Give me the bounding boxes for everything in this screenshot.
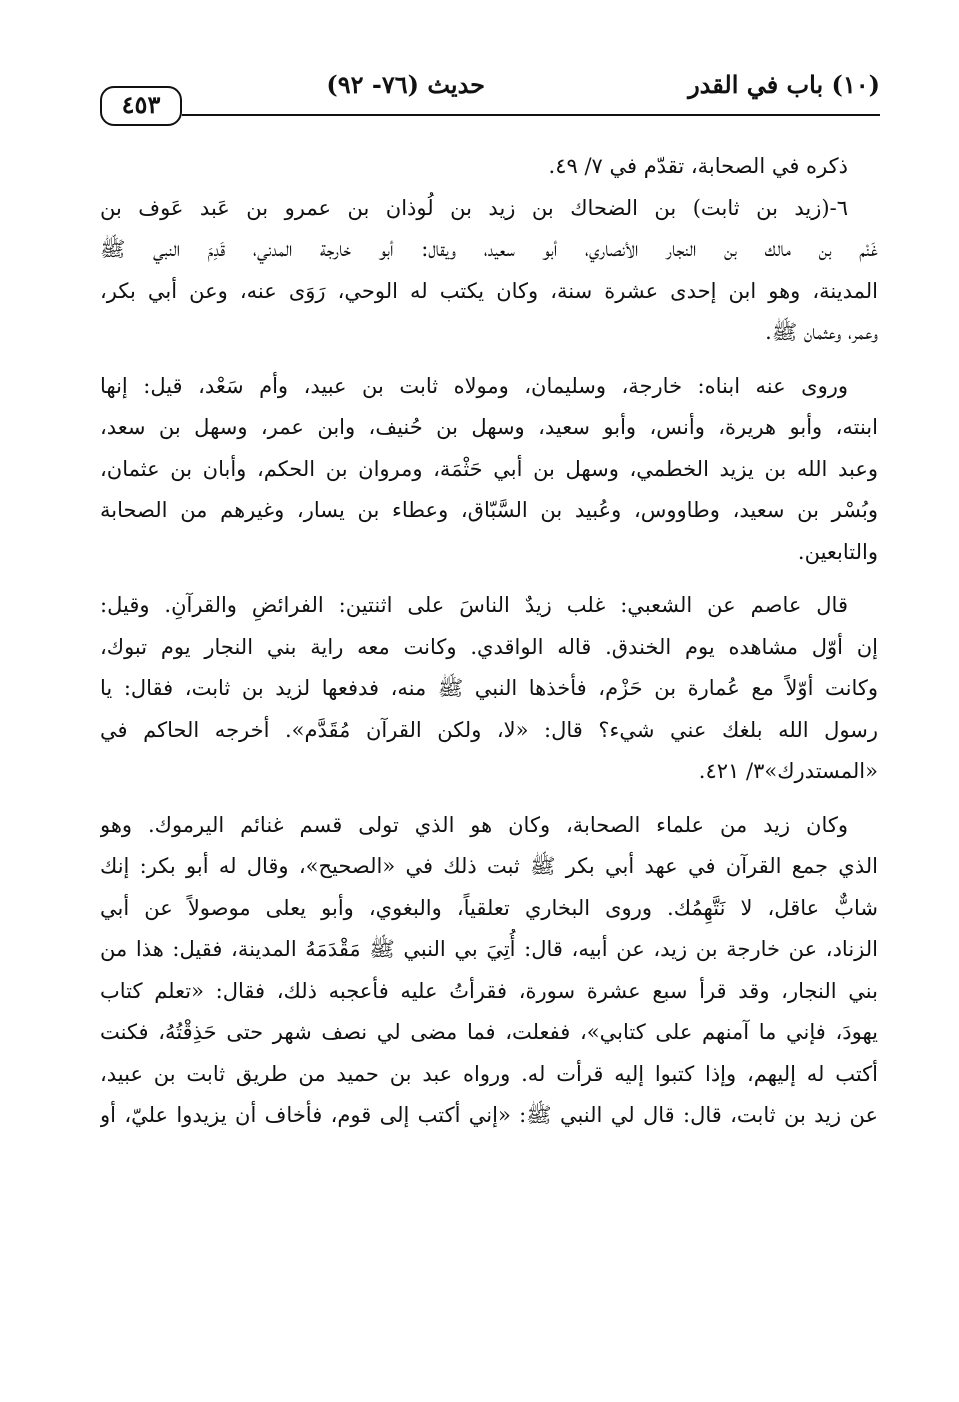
header-rule (182, 114, 880, 116)
text-line: غَنْم بن مالك بن النجار الأنصاري، أبو سعيد، ويقال: أبو خارجة المدني، قَدِمَ النبي ﷺ (100, 237, 878, 261)
body-text (100, 146, 878, 1137)
paragraph (100, 805, 878, 1137)
text-line: رسول الله بلغك عني شيء؟ قال: «لا، ولكن القرآن مُقَدَّم». أخرجه الحاكم في (100, 717, 878, 742)
text-line: وروى عنه ابناه: خارجة، وسليمان، ومولاه ثابت بن عبيد، وأم سَعْد، قيل: إنها (100, 373, 848, 398)
text-line: الذي جمع القرآن في عهد أبي بكر ﷺ ثبت ذلك في «الصحيح»، وقال له أبو بكر: إنك (100, 854, 878, 878)
text-line: المدينة، وهو ابن إحدى عشرة سنة، وكان يكتب له الوحي، رَوَى عنه، وعن أبي بكر، (100, 278, 878, 303)
text-line: والتابعين. (797, 539, 878, 564)
text-line: وعمر، وعثمان ﷺ. (765, 320, 878, 344)
hadith-range: حديث (٧٦- ٩٢) (326, 70, 485, 99)
paragraph-gap (100, 354, 878, 366)
chapter-title: (١٠) باب في القدر (688, 70, 880, 99)
text-line: وكانت أوّلاً مع عُمارة بن حَزْم، فأخذها النبي ﷺ منه، فدفعها لزيد بن ثابت، فقال: يا (100, 676, 878, 700)
text-line: قال عاصم عن الشعبي: غلب زيدٌ الناسَ على اثنتين: الفرائضِ والقرآنِ. وقيل: (100, 593, 848, 617)
paragraph (100, 366, 878, 574)
text-line: بني النجار، وقد قرأ سبع عشرة سورة، فقرأتُ عليه فأعجبه ذلك، فقال: «تعلم كتاب (100, 978, 878, 1003)
text-line: شابٌّ عاقل، لا نَتَّهِمُك. وروى البخاري تعلقياً، والبغوي، وأبو يعلى موصولاً عن أبي (100, 895, 878, 920)
paragraph (100, 188, 878, 354)
text-line: إن أوّل مشاهده يوم الخندق. قاله الواقدي. وكانت معه راية بني النجار يوم تبوك، (100, 634, 878, 659)
page-number: ٤٥٣ (100, 86, 182, 126)
text-line: الزناد، عن خارجة بن زيد، عن أبيه، قال: أُتِيَ بي النبي ﷺ مَقْدَمَهُ المدينة، فقيل: هذا من (100, 937, 878, 961)
text-line: وبُسْر بن سعيد، وطاووس، وعُبيد بن السَّبّاق، وعطاء بن يسار، وغيرهم من الصحابة (100, 498, 878, 522)
text-line: أكتب له إليهم، وإذا كتبوا إليه قرأت له. ورواه عبد بن حميد من طريق ثابت بن عبيد، (100, 1061, 878, 1086)
page-header (100, 62, 880, 128)
text-line: وعبد الله بن يزيد الخطمي، وسهل بن أبي حَثْمَة، ومروان بن الحكم، وأبان بن عثمان، (100, 456, 878, 481)
text-line: ذكره في الصحابة، تقدّم في ٧/ ٤٩. (548, 154, 848, 178)
text-line: وكان زيد من علماء الصحابة، وكان هو الذي تولى قسم غنائم اليرموك. وهو (100, 812, 848, 837)
paragraph-gap (100, 793, 878, 805)
text-line: ٦-(زيد بن ثابت) بن الضحاك بن زيد بن لُوذان بن عمرو بن عَبد عَوف بن (100, 195, 848, 220)
text-line: ابنته، وأبو هريرة، وأنس، وأبو سعيد، وسهل بن حُنيف، وابن عمر، وسهل بن سعد، (100, 415, 878, 439)
paragraph (100, 146, 878, 188)
paragraph-gap (100, 573, 878, 585)
text-line: عن زيد بن ثابت، قال: قال لي النبي ﷺ: «إني أكتب إلى قوم، فأخاف أن يزيدوا عليّ، أو (100, 1103, 878, 1127)
text-line: «المستدرك»٣/ ٤٢١. (698, 759, 878, 783)
text-line: يهودَ، فإني ما آمنهم على كتابي»، ففعلت، فما مضى لي نصف شهر حتى حَذِقْتُهُ، فكنت (100, 1020, 878, 1044)
paragraph (100, 585, 878, 793)
